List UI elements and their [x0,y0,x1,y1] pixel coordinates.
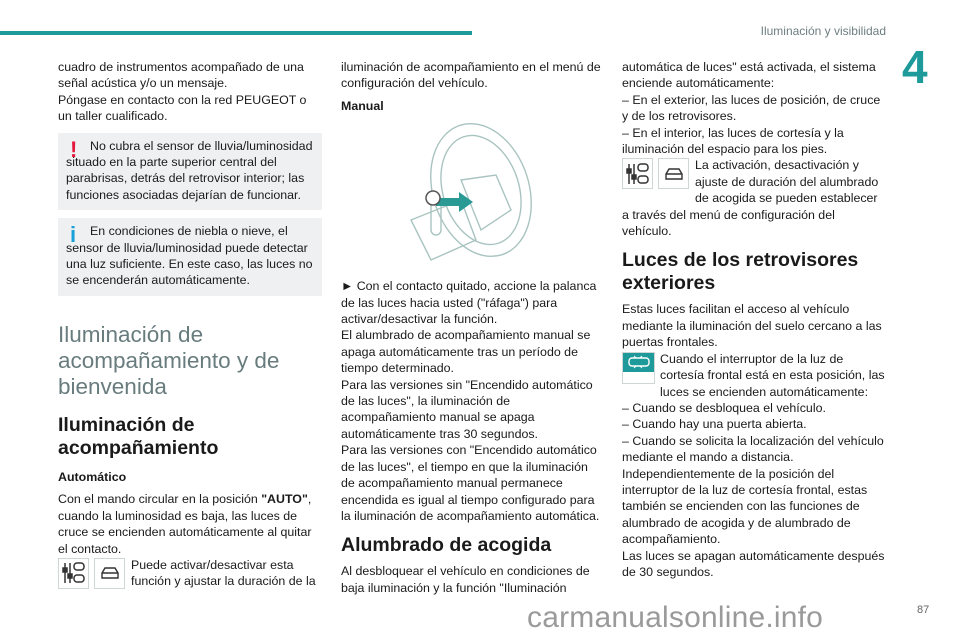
bullet-item: – Cuando se desbloquea el vehículo. [622,400,826,415]
steering-wheel-illustration [341,120,605,272]
manual-heading: Manual [341,98,384,113]
info-text: En condiciones de niebla o nieve, el sensor de lluvia/luminosidad puede detectar una luz suficiente. En este caso, las luces no se encenderán automáticamente. [66,224,313,288]
page-number: 87 [917,604,930,616]
paragraph: Estas luces facilitan el acceso al vehículo mediante la iluminación del suelo cercano a las puertas frontales. [622,302,882,350]
paragraph: Al desbloquear el vehículo en condiciones de baja iluminación y la función "Iluminación [341,564,590,595]
section-heading: Iluminación de acompañamiento y de bienvenida [58,321,280,399]
icon-text: La activación, desactivación y ajuste de duración del alumbrado de acogida se pueden establecer a través del menú de configuración del vehículo. [622,158,879,239]
bullet-item: – En el interior, las luces de cortesía y la iluminación del espacio para los pies. [622,125,844,157]
car-icon [94,558,125,589]
paragraph: Con el mando circular en la posición "AUTO", cuando la luminosidad es baja, las luces de cruce se encienden automáticamente al quitar el contacto. [58,492,312,556]
paragraph: Las luces se apagan automáticamente después de 30 segundos. [622,548,885,579]
paragraph: automática de luces" está activada, el sistema enciende automáticamente: [622,60,876,91]
mirror-lights-heading: Luces de los retrovisores exteriores [622,249,859,295]
paragraph: cuadro de instrumentos acompañado de una señal acústica y/o un mensaje. [58,60,304,91]
bullet-item: – Cuando se solicita la localización del vehículo mediante el mando a distancia. [622,433,884,465]
header-accent-bar [0,31,472,35]
info-note [58,218,322,296]
subheading: Iluminación de acompañamiento [58,413,219,459]
lamp-text: Cuando el interruptor de la luz de cortesía frontal está en esta posición, las luces se encienden automáticamente: [660,351,885,399]
settings-icon-group [58,558,126,590]
paragraph: El alumbrado de acompañamiento manual se apaga automáticamente tras un período de tiempo determinado. [341,328,591,376]
courtesy-light-switch-icon [622,352,655,384]
auto-heading: Automático [58,469,127,484]
settings-icon-row [622,157,886,239]
warning-text: No cubra el sensor de lluvia/luminosidad situado en la parte superior central del parabrisas, detrás del retrovisor interior; las funciones asociadas dejarían de funcionar. [66,138,313,202]
paragraph: Para las versiones sin "Encendido automático de las luces", la iluminación de acompañamiento manual se apaga automáticamente tras 30 segundos. [341,377,593,441]
column-2 [341,59,605,596]
info-icon: i [70,222,77,248]
column-3 [622,59,886,580]
paragraph: Póngase en contacto con la red PEUGEOT o un taller cualificado. [58,92,307,124]
chapter-number: 4 [902,41,928,93]
settings-sliders-icon [622,158,653,189]
paragraph: iluminación de acompañamiento en el menú de configuración del vehículo. [341,60,601,91]
settings-icon-group [622,158,690,190]
bullet-item: – En el exterior, las luces de posición, de cruce y de los retrovisores. [622,92,881,124]
column-1 [58,59,322,590]
courtesy-light-row [622,351,886,400]
warning-note [58,133,322,211]
bullet-item: – Cuando hay una puerta abierta. [622,417,807,432]
settings-sliders-icon [58,558,89,589]
car-icon [658,158,689,189]
settings-icon-row [58,557,322,590]
paragraph: Independientemente de la posición del interruptor de la luz de cortesía frontal, estas también se encienden con las funciones de alumbrado de acogida y de alumbrado de acompañamiento. [622,466,868,547]
welcome-heading: Alumbrado de acogida [341,534,552,557]
watermark: carmanualsonline.info [527,601,824,634]
section-title: Iluminación y visibilidad [760,24,886,38]
warning-icon: ! [70,136,78,162]
step-instruction: ► Con el contacto quitado, accione la palanca de las luces hacia usted ("ráfaga") para activar/desactivar la función. [341,279,597,327]
paragraph: Para las versiones con "Encendido automático de las luces", el tiempo en que la iluminación de acompañamiento manual permanece encendida es igual al tiempo configurado para la iluminación de acompañamiento automática. [341,443,600,523]
icon-text: Puede activar/desactivar esta función y ajustar la duración de la [131,557,316,589]
